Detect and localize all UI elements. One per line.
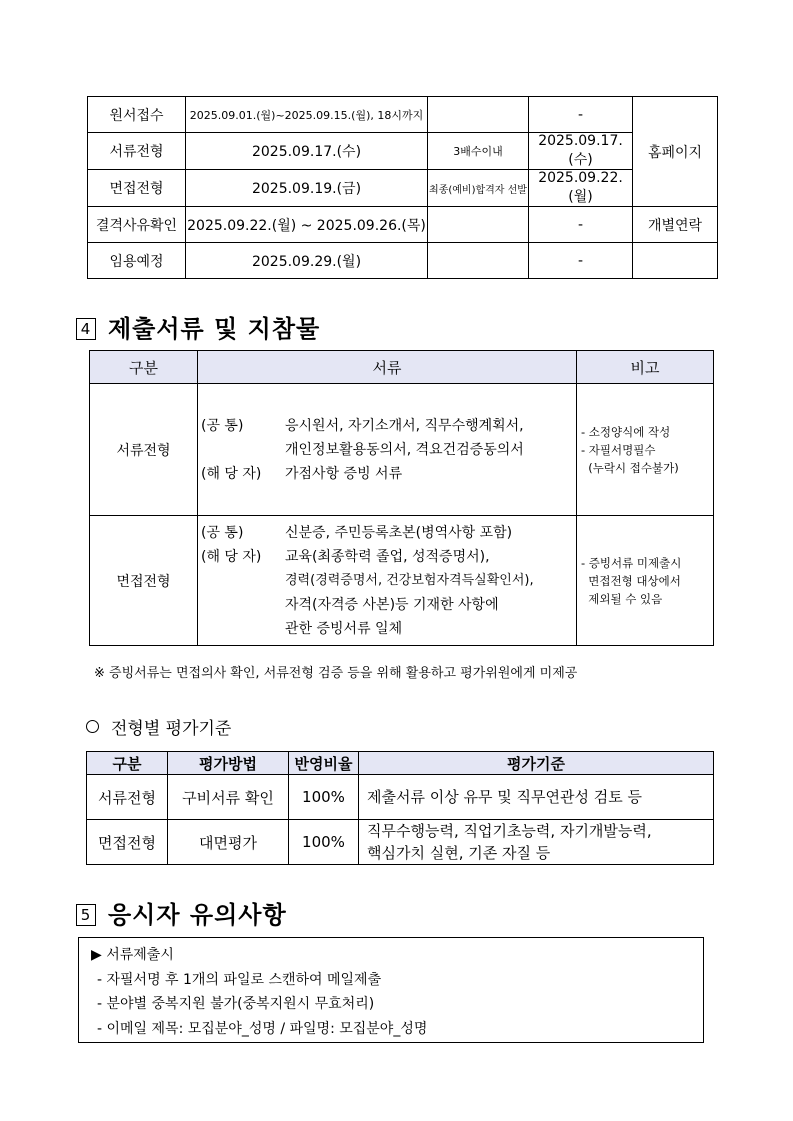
- schedule-date: 2025.09.19.(금): [186, 170, 428, 207]
- section-number-box: 5: [76, 904, 96, 926]
- table-row: [88, 243, 718, 279]
- eval-method: 대면평가: [168, 820, 289, 865]
- caution-item: - 분야별 중복지원 불가(중복지원시 무효처리): [97, 996, 375, 1012]
- document-line: (해 당 자) 교육(최종학력 졸업, 성적증명서),: [201, 548, 490, 565]
- caution-item: - 자필서명 후 1개의 파일로 스캔하여 메일제출: [97, 971, 382, 988]
- document-line: 개인정보활용동의서, 격요건검증동의서: [285, 441, 524, 458]
- schedule-criterion: [428, 243, 529, 279]
- table-row: [88, 97, 718, 133]
- table-header-row: [90, 351, 714, 384]
- schedule-method: 홈페이지: [633, 97, 718, 207]
- documents-table: [89, 350, 714, 646]
- document-line: 경력(경력증명서, 건강보험자격득실확인서),: [285, 572, 534, 588]
- table-row: [90, 516, 714, 646]
- section5-title: [76, 895, 287, 930]
- schedule-stage: 면접전형: [88, 170, 186, 207]
- schedule-announce: -: [529, 243, 633, 279]
- schedule-date: 2025.09.17.(수): [186, 133, 428, 170]
- table-row: [88, 170, 718, 207]
- header-category: 구분: [90, 351, 198, 384]
- row-documents: [198, 384, 577, 516]
- eval-category: 서류전형: [87, 775, 168, 820]
- header-cell: 평가기준: [359, 752, 714, 775]
- eval-criteria: 직무수행능력, 직업기초능력, 자기개발능력, 핵심가치 실현, 기존 자질 등: [359, 820, 714, 865]
- evaluation-title-text: 전형별 평가기준: [111, 719, 232, 739]
- schedule-stage: 서류전형: [88, 133, 186, 170]
- schedule-criterion: [428, 207, 529, 243]
- eval-method: 구비서류 확인: [168, 775, 289, 820]
- schedule-announce: -: [529, 207, 633, 243]
- section-number-box: 4: [76, 318, 96, 340]
- schedule-stage: 결격사유확인: [88, 207, 186, 243]
- schedule-announce: -: [529, 97, 633, 133]
- eval-ratio: 100%: [289, 775, 359, 820]
- schedule-criterion: 최종(예비)합격자 선발: [428, 170, 529, 207]
- schedule-announce: 2025.09.17.(수): [529, 133, 633, 170]
- schedule-criterion: [428, 97, 529, 133]
- eval-ratio: 100%: [289, 820, 359, 865]
- row-category: 면접전형: [90, 516, 198, 646]
- table-row: [87, 820, 714, 865]
- table-row: [87, 775, 714, 820]
- row-notes: - 증빙서류 미제출시 면접전형 대상에서 제외될 수 있음: [577, 516, 714, 646]
- row-notes: - 소정양식에 작성 - 자필서명필수 (누락시 접수불가): [577, 384, 714, 516]
- evaluation-table: [86, 751, 714, 865]
- section4-title: [76, 309, 320, 344]
- row-documents: [198, 516, 577, 646]
- header-documents: 서류: [198, 351, 577, 384]
- caution-heading: ▶ 서류제출시: [91, 947, 174, 963]
- evaluation-title: [86, 714, 231, 739]
- schedule-method: 개별연락: [633, 207, 718, 243]
- table-header-row: [87, 752, 714, 775]
- document-line: 자격(자격증 사본)등 기재한 사항에: [285, 596, 499, 613]
- eval-criteria: 제출서류 이상 유무 및 직무연관성 검토 등: [359, 775, 714, 820]
- schedule-announce: 2025.09.22.(월): [529, 170, 633, 207]
- document-line: (해 당 자) 가점사항 증빙 서류: [201, 465, 403, 482]
- schedule-table: [87, 96, 718, 279]
- schedule-date: 2025.09.22.(월) ~ 2025.09.26.(목): [186, 207, 428, 243]
- schedule-date: 2025.09.01.(월)~2025.09.15.(월), 18시까지: [186, 97, 428, 133]
- table-row: [88, 207, 718, 243]
- eval-category: 면접전형: [87, 820, 168, 865]
- schedule-criterion: 3배수이내: [428, 133, 529, 170]
- row-category: 서류전형: [90, 384, 198, 516]
- schedule-stage: 임용예정: [88, 243, 186, 279]
- schedule-stage: 원서접수: [88, 97, 186, 133]
- header-cell: 평가방법: [168, 752, 289, 775]
- header-cell: 구분: [87, 752, 168, 775]
- document-line: (공 통) 응시원서, 자기소개서, 직무수행계획서,: [201, 417, 524, 434]
- table-row: [88, 133, 718, 170]
- document-line: 관한 증빙서류 일체: [285, 620, 403, 637]
- section-title-text: 제출서류 및 지참물: [108, 315, 321, 343]
- header-cell: 반영비율: [289, 752, 359, 775]
- schedule-method: [633, 243, 718, 279]
- documents-footnote: ※ 증빙서류는 면접의사 확인, 서류전형 검증 등을 위해 활용하고 평가위원에게 미제공: [94, 666, 578, 681]
- circle-bullet-icon: [86, 720, 99, 733]
- schedule-date: 2025.09.29.(월): [186, 243, 428, 279]
- caution-box: [78, 937, 704, 1043]
- document-line: (공 통) 신분증, 주민등록초본(병역사항 포함): [201, 524, 513, 541]
- caution-item: - 이메일 제목: 모집분야_성명 / 파일명: 모집분야_성명: [97, 1020, 428, 1037]
- section-title-text: 응시자 유의사항: [108, 901, 287, 929]
- header-notes: 비고: [577, 351, 714, 384]
- table-row: [90, 384, 714, 516]
